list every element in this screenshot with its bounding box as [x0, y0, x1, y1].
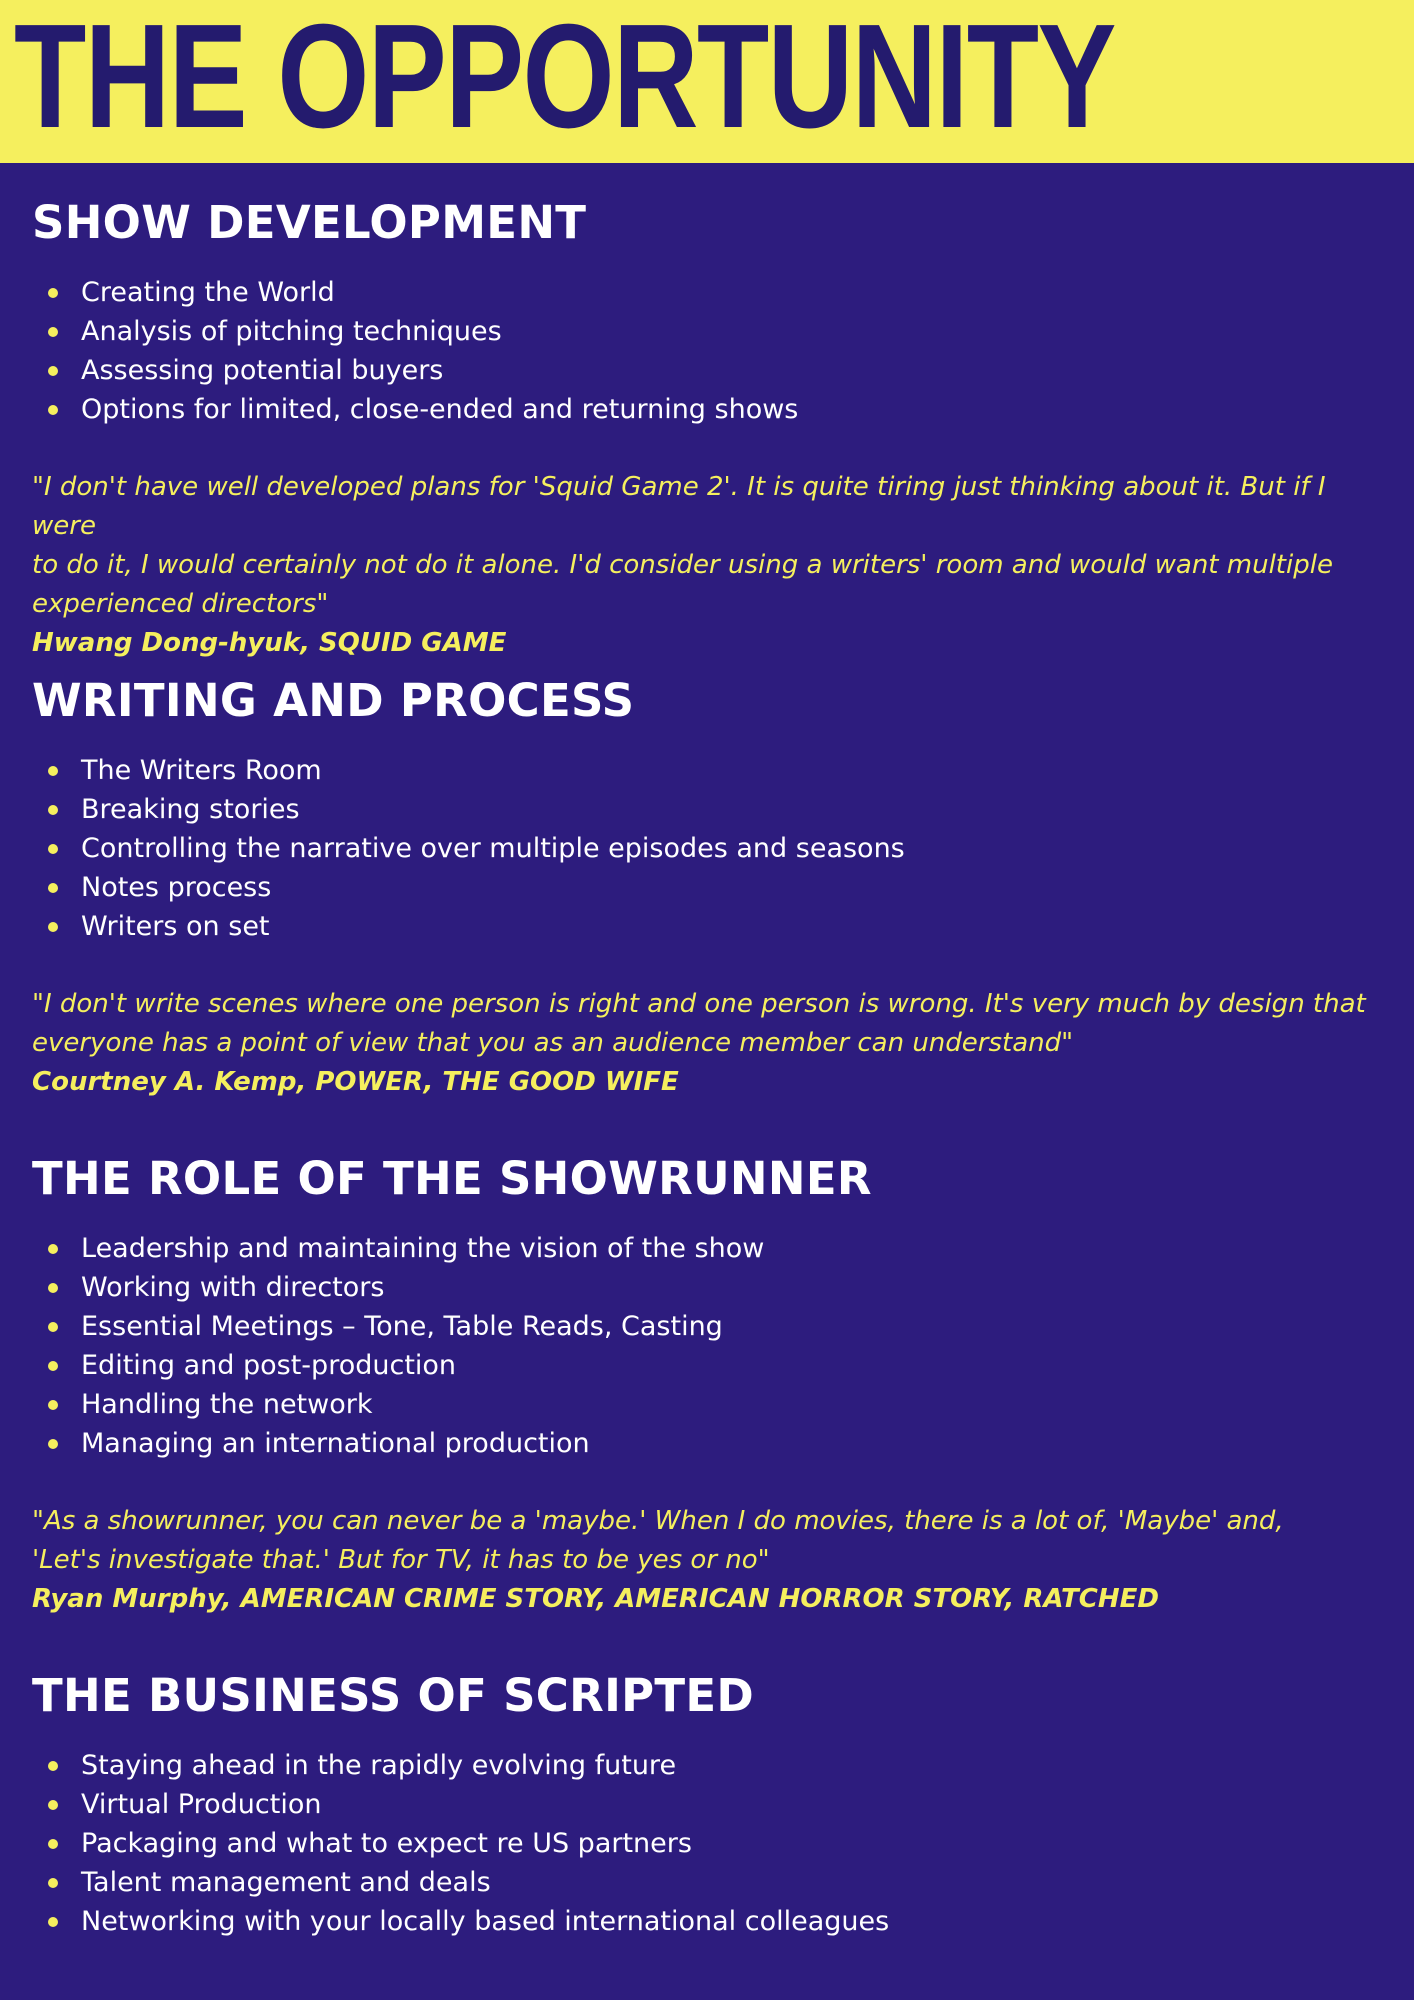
section-heading: WRITING AND PROCESS: [32, 674, 635, 727]
list-item: Managing an international production: [32, 1424, 1382, 1463]
bullet-icon: [48, 1839, 58, 1849]
bullet-icon: [48, 288, 58, 298]
bullet-icon: [48, 766, 58, 776]
bullet-icon: [48, 844, 58, 854]
bullet-icon: [48, 1322, 58, 1332]
bullet-icon: [48, 1761, 58, 1771]
quote-attribution: Courtney A. Kemp, POWER, THE GOOD WIFE: [32, 1067, 679, 1097]
list-item: Creating the World: [32, 273, 1382, 312]
bullet-icon: [48, 1283, 58, 1293]
bullet-icon: [48, 922, 58, 932]
page-title: THE OPPORTUNITY: [14, 0, 1115, 159]
list-item: Networking with your locally based international colleagues: [32, 1902, 1382, 1941]
section-heading: THE ROLE OF THE SHOWRUNNER: [32, 1152, 872, 1205]
list-item: Talent management and deals: [32, 1863, 1382, 1902]
quote-block: [32, 468, 1382, 663]
list-item: Analysis of pitching techniques: [32, 312, 1382, 351]
list-item: Assessing potential buyers: [32, 351, 1382, 390]
list-item: Leadership and maintaining the vision of the show: [32, 1229, 1382, 1268]
section-show-development: [32, 193, 1382, 663]
quote-block: [32, 1502, 1382, 1619]
list-item: Virtual Production: [32, 1785, 1382, 1824]
bullet-icon: [48, 1878, 58, 1888]
bullet-icon: [48, 1244, 58, 1254]
list-item: Breaking stories: [32, 790, 1382, 829]
list-item: Notes process: [32, 868, 1382, 907]
bullet-list: [32, 1746, 1382, 1941]
quote-line: "As a showrunner, you can never be a 'maybe.' When I do movies, there is a lot of, 'Maybe' and,: [32, 1506, 1284, 1536]
list-item: Staying ahead in the rapidly evolving future: [32, 1746, 1382, 1785]
quote-attribution: Hwang Dong-hyuk, SQUID GAME: [32, 628, 507, 658]
list-item: The Writers Room: [32, 751, 1382, 790]
quote-line: to do it, I would certainly not do it alone. I'd consider using a writers' room and would want multiple: [32, 550, 1333, 580]
quote-line: "I don't have well developed plans for 'Squid Game 2'. It is quite tiring just thinking about it. But if I were: [32, 472, 1326, 541]
bullet-list: [32, 1229, 1382, 1463]
bullet-icon: [48, 405, 58, 415]
list-item: Working with directors: [32, 1268, 1382, 1307]
list-item: Editing and post-production: [32, 1346, 1382, 1385]
quote-line: everyone has a point of view that you as an audience member can understand": [32, 1028, 1074, 1058]
bullet-icon: [48, 1917, 58, 1927]
bullet-icon: [48, 1800, 58, 1810]
bullet-icon: [48, 1361, 58, 1371]
list-item: Controlling the narrative over multiple episodes and seasons: [32, 829, 1382, 868]
list-item: Writers on set: [32, 907, 1382, 946]
bullet-icon: [48, 805, 58, 815]
header-banner: [0, 0, 1414, 163]
quote-line: 'Let's investigate that.' But for TV, it has to be yes or no": [32, 1545, 770, 1575]
section-heading: SHOW DEVELOPMENT: [32, 196, 587, 249]
list-item: Handling the network: [32, 1385, 1382, 1424]
list-item: Essential Meetings – Tone, Table Reads, Casting: [32, 1307, 1382, 1346]
list-item: Options for limited, close-ended and returning shows: [32, 390, 1382, 429]
bullet-icon: [48, 883, 58, 893]
list-item: Packaging and what to expect re US partners: [32, 1824, 1382, 1863]
section-business-of-scripted: [32, 1666, 1382, 1941]
section-heading: THE BUSINESS OF SCRIPTED: [32, 1669, 755, 1722]
section-role-of-showrunner: [32, 1149, 1382, 1619]
bullet-icon: [48, 1400, 58, 1410]
bullet-list: [32, 751, 1382, 946]
quote-line: "I don't write scenes where one person is right and one person is wrong. It's very much by design that: [32, 989, 1366, 1019]
bullet-icon: [48, 366, 58, 376]
bullet-list: [32, 273, 1382, 429]
section-writing-and-process: [32, 671, 1382, 1102]
quote-attribution: Ryan Murphy, AMERICAN CRIME STORY, AMERICAN HORROR STORY, RATCHED: [32, 1584, 1159, 1614]
quote-block: [32, 985, 1382, 1102]
quote-line: experienced directors": [32, 589, 329, 619]
bullet-icon: [48, 327, 58, 337]
bullet-icon: [48, 1439, 58, 1449]
